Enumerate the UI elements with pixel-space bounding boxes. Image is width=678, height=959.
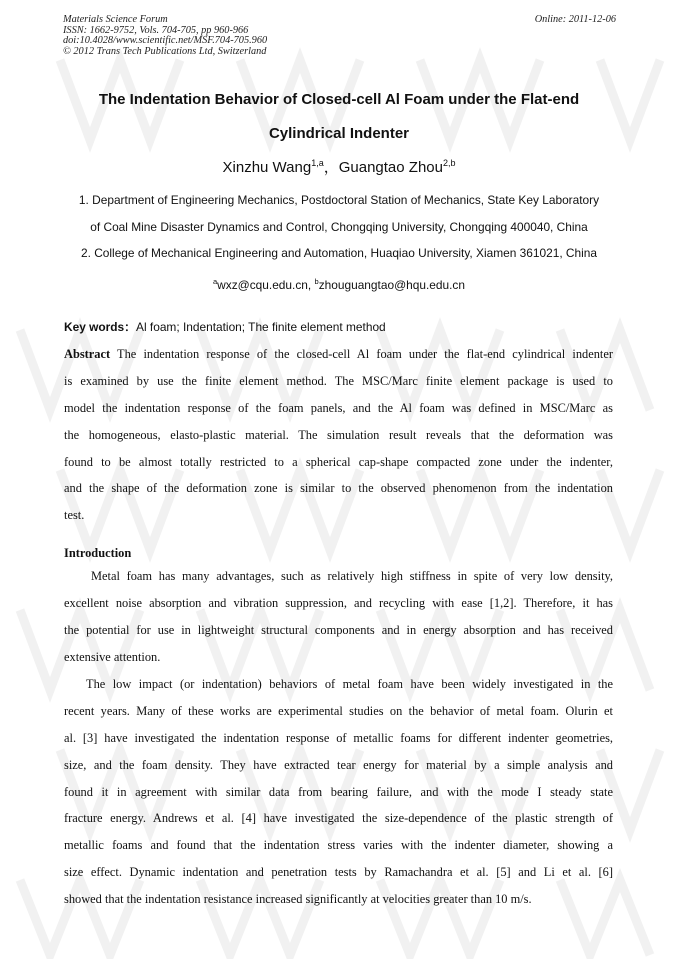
body-line: The low impact (or indentation) behaviors of metal foam have been widely investigated in the [86, 677, 613, 691]
affiliation-line: of Coal Mine Disaster Dynamics and Control, Chongqing University, Chongqing 400040, China [90, 220, 588, 234]
email-a[interactable]: wxz@cqu.edu.cn, [217, 278, 315, 292]
body-line: metallic foams and found that the indentation stress varies with the indenter diameter, showing a [64, 838, 613, 853]
introduction-heading: Introduction [64, 546, 132, 560]
body-line: recent years. Many of these works are experimental studies on the behavior of metal foam. Olurin et [64, 703, 613, 718]
paper-title-line-1: The Indentation Behavior of Closed-cell Al Foam under the Flat-end [98, 91, 580, 108]
body-line: showed that the indentation resistance increased significantly at velocities greater than 10 m/s. [64, 892, 532, 907]
abstract-line: model the indentation response of the foam panels, and the Al foam was defined in MSC/Marc as [64, 400, 613, 415]
affiliation-line: 2. College of Mechanical Engineering and Automation, Huaqiao University, Xiamen 361021, China [80, 246, 598, 260]
paper-title-line-2: Cylindrical Indenter [268, 125, 410, 142]
abstract-text: The indentation response of the closed-cell Al foam under the flat-end cylindrical indenter [110, 347, 613, 361]
doi-line: doi:10.4028/www.scientific.net/MSF.704-705.960 [63, 35, 268, 47]
abstract-line: and the shape of the deformation zone is similar to the observed phenomenon from the indentation [64, 481, 613, 496]
email-a-marker: a [213, 277, 218, 286]
body-line: fracture energy. Andrews et al. [4] have investigated the size-dependence of the plastic strength of [64, 811, 613, 826]
body-line: Metal foam has many advantages, such as relatively high stiffness in spite of very low density, [91, 569, 613, 583]
issn-line: ISSN: 1662-9752, Vols. 704-705, pp 960-966 [63, 24, 249, 36]
abstract-line [64, 341, 613, 368]
body-line: excellent noise absorption and vibration suppression, and recycling with ease [1,2]. Therefore, it has [64, 595, 613, 610]
body-line: extensive attention. [64, 649, 161, 664]
body-line: al. [3] have investigated the indentation response of metallic foams for different indenter geometries, [64, 730, 613, 745]
abstract-label: Abstract [64, 347, 111, 361]
email-b[interactable]: zhouguangtao@hqu.edu.cn [318, 278, 465, 292]
body-line: size, and the foam density. They have extracted tear energy for material by a simple analysis and [64, 757, 613, 772]
abstract-line: test. [64, 508, 85, 523]
journal-name: Materials Science Forum [63, 14, 168, 25]
body-line: found it in agreement with similar data from bearing failure, and with the mode I steady state [64, 784, 613, 799]
body-line: the potential for use in lightweight structural components and in energy absorption and has received [64, 622, 613, 637]
author-2: Guangtao Zhou [338, 159, 443, 176]
keywords-text: Al foam; Indentation; The finite element method [136, 320, 386, 334]
author-list [40, 156, 638, 177]
publication-header [63, 15, 267, 58]
introduction-paragraph-1 [64, 563, 613, 671]
email-b-marker: b [314, 277, 319, 286]
abstract-line: is examined by use the finite element method. The MSC/Marc finite element package is used to [64, 373, 613, 388]
affiliation-line: 1. Department of Engineering Mechanics, Postdoctoral Station of Mechanics, State Key Laboratory [78, 193, 600, 207]
keywords-label: Key words： [64, 320, 137, 334]
author-separator: ， [323, 159, 339, 176]
body-line: size effect. Dynamic indentation and penetration tests by Ramachandra et al. [5] and Li et al. [6] [64, 865, 613, 880]
abstract-section [64, 341, 613, 529]
online-date: Online: 2011-12-06 [534, 14, 616, 25]
abstract-line: found to be almost totally restricted to a spherical cap-shape compacted zone under the indenter, [64, 454, 613, 469]
author-1-affil-marker: 1,a [311, 158, 324, 168]
copyright-line: © 2012 Trans Tech Publications Ltd, Switzerland [63, 46, 267, 58]
abstract-line: the homogeneous, elasto-plastic material. The simulation result reveals that the deformation was [64, 427, 613, 442]
author-emails [40, 277, 638, 292]
keywords [64, 318, 386, 335]
author-2-affil-marker: 2,b [442, 158, 456, 168]
introduction-paragraph-2 [64, 671, 613, 913]
author-1: Xinzhu Wang [222, 159, 312, 176]
